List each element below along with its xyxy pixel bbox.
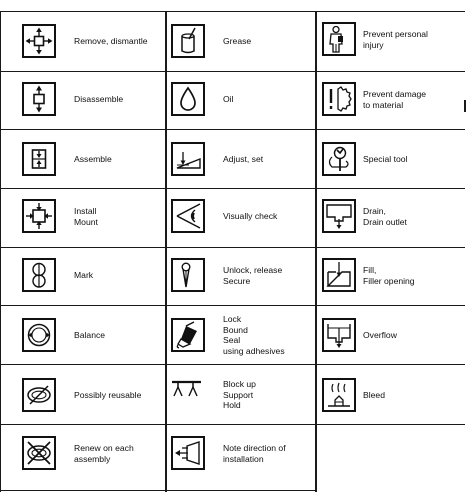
row-divider	[0, 490, 316, 491]
disassemble-icon	[22, 82, 56, 116]
drain-icon	[322, 199, 356, 233]
column-divider	[315, 11, 317, 492]
adjust-icon	[171, 142, 205, 176]
eye-check-icon	[171, 199, 205, 233]
column-divider	[165, 11, 167, 492]
fill-icon	[322, 258, 356, 292]
symbol-label: Note direction of installation	[223, 443, 286, 464]
symbol-label: Assemble	[74, 154, 112, 164]
oil-drop-icon	[171, 82, 205, 116]
symbol-label: Adjust, set	[223, 154, 264, 164]
symbol-label: Unlock, release Secure	[223, 265, 283, 286]
symbol-label: Install Mount	[74, 206, 98, 227]
column-divider	[464, 100, 466, 112]
row-divider	[0, 305, 465, 306]
symbol-label: Visually check	[223, 211, 278, 221]
assemble-icon	[22, 142, 56, 176]
row-divider	[0, 71, 465, 72]
symbol-label: Bleed	[363, 390, 385, 400]
possibly-reusable-icon	[22, 378, 56, 412]
install-mount-icon	[22, 199, 56, 233]
direction-arrow-icon	[171, 436, 205, 470]
mark-icon	[22, 258, 56, 292]
row-divider	[0, 188, 465, 189]
gear-warning-icon	[322, 82, 356, 116]
special-tool-icon	[322, 142, 356, 176]
symbol-label: Mark	[74, 270, 94, 280]
remove-dismantle-icon	[22, 24, 56, 58]
row-divider	[0, 364, 465, 365]
symbol-label: Renew on each assembly	[74, 443, 134, 464]
symbol-label: Drain, Drain outlet	[363, 206, 407, 227]
symbol-label: Fill, Filler opening	[363, 265, 415, 286]
bleed-icon	[322, 378, 356, 412]
row-divider	[0, 129, 465, 130]
symbol-label: Balance	[74, 330, 106, 340]
row-divider	[0, 247, 465, 248]
symbol-label: Overflow	[363, 330, 397, 340]
unlock-pin-icon	[171, 258, 205, 292]
symbol-label: Block up Support Hold	[223, 379, 256, 411]
symbol-label: Lock Bound Seal using adhesives	[223, 314, 285, 356]
support-stand-icon	[171, 376, 205, 410]
symbol-label: Remove, dismantle	[74, 36, 148, 46]
balance-icon	[22, 318, 56, 352]
renew-icon	[22, 436, 56, 470]
column-divider	[0, 11, 1, 492]
grease-icon	[171, 24, 205, 58]
row-divider	[0, 424, 465, 425]
symbol-label: Oil	[223, 94, 234, 104]
row-divider	[0, 11, 465, 12]
adhesive-tube-icon	[171, 318, 205, 352]
overflow-icon	[322, 318, 356, 352]
symbol-label: Prevent damage to material	[363, 89, 427, 110]
symbol-label: Prevent personal injury	[363, 29, 428, 50]
symbol-label: Possibly reusable	[74, 390, 142, 400]
symbol-label: Grease	[223, 36, 252, 46]
symbol-label: Disassemble	[74, 94, 124, 104]
symbol-label: Special tool	[363, 154, 408, 164]
person-warning-icon	[322, 22, 356, 56]
